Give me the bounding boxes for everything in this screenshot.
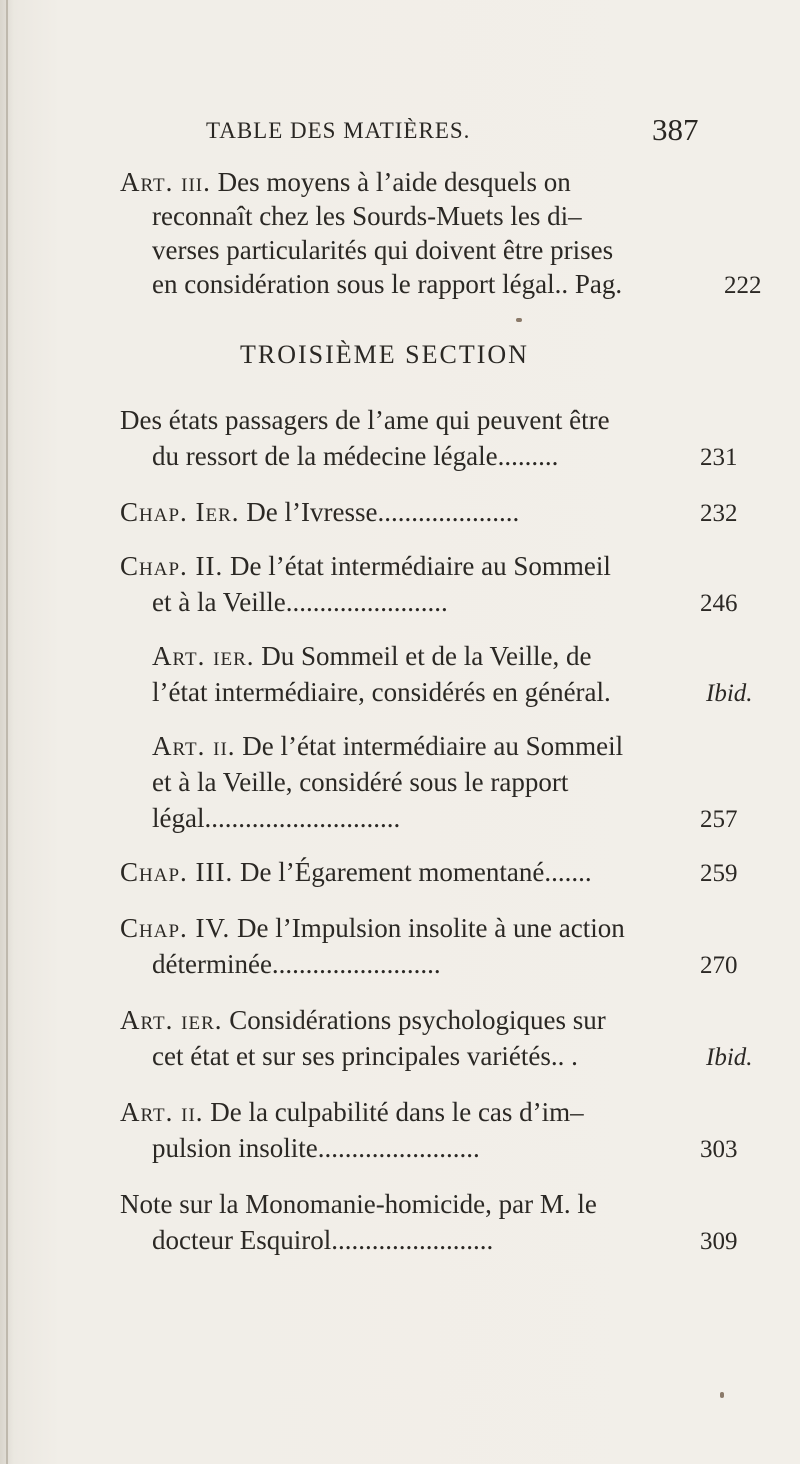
entry-line: du ressort de la médecine légale......... — [152, 441, 559, 471]
entry-line: légal............................. — [152, 803, 401, 833]
entry-page: Ibid. — [706, 680, 753, 707]
entry-line: De l’Impulsion insolite à une action — [237, 913, 625, 943]
entry-label: Art. ier. — [152, 641, 255, 671]
ink-speck — [516, 318, 522, 322]
entry-line: l’état intermédiaire, considérés en général. — [152, 677, 611, 707]
entry-page: Ibid. — [706, 1044, 753, 1071]
running-header — [0, 112, 800, 158]
entry-line: Des états passagers de l’ame qui peuvent être — [120, 405, 610, 435]
entry-label: Chap. III. — [120, 857, 234, 887]
entry-line: reconnaît chez les Sourds-Muets les di– — [152, 201, 582, 231]
entry-line: verses particularités qui doivent être prises — [152, 235, 614, 265]
entry-line: De l’Égarement momentané....... — [240, 857, 592, 887]
entry-line: docteur Esquirol........................ — [152, 1225, 494, 1255]
entry-line: et à la Veille........................ — [152, 587, 448, 617]
entry-line: en considération sous le rapport légal.. Pag. — [152, 269, 623, 299]
ink-speck — [720, 1392, 724, 1398]
entry-page: 257 — [700, 806, 738, 833]
entry-label: Chap. IV. — [120, 913, 231, 943]
entry-page: 231 — [700, 444, 738, 471]
entry-page: 222 — [724, 272, 762, 299]
entry-page: 259 — [700, 860, 738, 887]
entry-label: Chap. Ier. — [120, 497, 240, 527]
entry-line: De l’état intermédiaire au Sommeil — [230, 551, 611, 581]
entry-page: 303 — [700, 1136, 738, 1163]
entry-line: Considérations psychologiques sur — [229, 1005, 606, 1035]
entry-label: Art. ier. — [120, 1005, 223, 1035]
entry-label: Chap. II. — [120, 551, 224, 581]
entry-line: De l’Ivresse..................... — [246, 497, 520, 527]
entry-line: Note sur la Monomanie-homicide, par M. le — [120, 1189, 597, 1219]
page-edge-shadow — [6, 0, 8, 1464]
entry-line: pulsion insolite........................ — [152, 1133, 480, 1163]
entry-line: déterminée......................... — [152, 949, 441, 979]
entry-label: Art. ii. — [120, 1097, 204, 1127]
entry-label: Art. ii. — [152, 731, 236, 761]
entry-page: 270 — [700, 952, 738, 979]
entry-line: cet état et sur ses principales variétés.. . — [152, 1041, 578, 1071]
entry-page: 232 — [700, 500, 738, 527]
entry-line: De la culpabilité dans le cas d’im– — [210, 1097, 584, 1127]
entry-line: Du Sommeil et de la Veille, de — [261, 641, 592, 671]
entry-line: et à la Veille, considéré sous le rapport — [152, 767, 569, 797]
entry-page: 246 — [700, 590, 738, 617]
entry-label: Art. iii. — [120, 167, 211, 197]
section-title: TROISIÈME SECTION — [240, 340, 529, 369]
entry-line: Des moyens à l’aide desquels on — [217, 167, 571, 197]
entry-line: De l’état intermédiaire au Sommeil — [242, 731, 624, 761]
header-title: TABLE DES MATIÈRES. — [206, 118, 471, 143]
page-number: 387 — [652, 112, 699, 147]
entry-page: 309 — [700, 1228, 738, 1255]
